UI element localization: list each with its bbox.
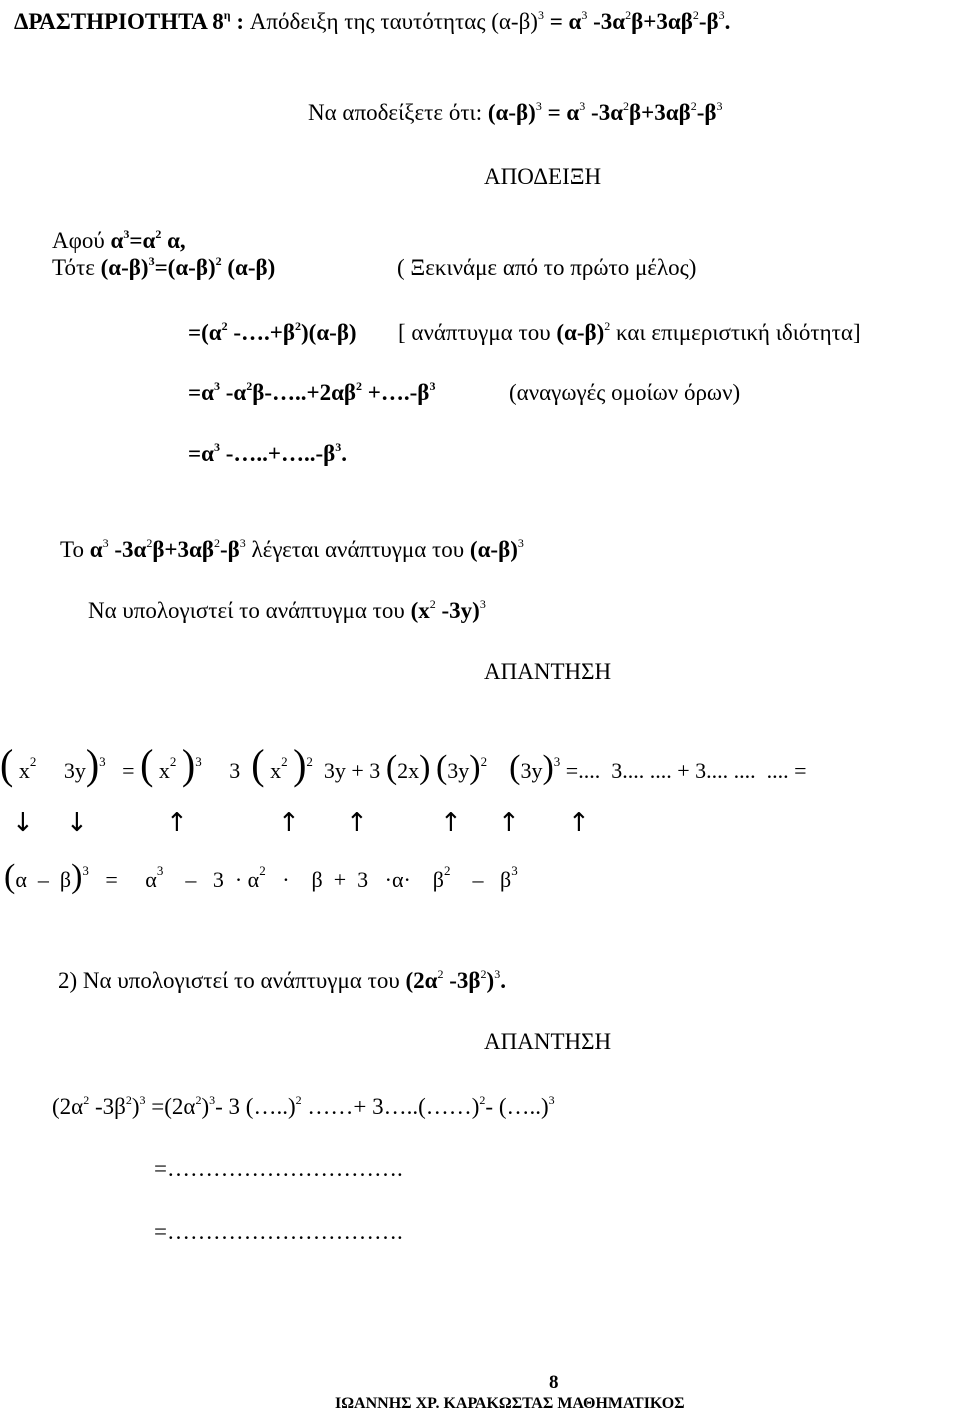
proof-note-1: ( Ξεκινάμε από το πρώτο μέλος) bbox=[397, 255, 697, 280]
activity-label: ΔΡΑΣΤΗΡΙΟΤΗΤΑ 8 bbox=[14, 9, 224, 34]
expansion-statement: Το $\alpha^3$ $-3\alpha^2\beta+3\alpha\beta^2-\beta^3$ λέγεται ανάπτυγμα του $(\alpha-\beta)^3$ bbox=[60, 536, 524, 562]
exercise-2-line-1: ($2\alpha^2$ $-3\beta^2)^3 =(2\alpha^2)^3-$ 3 (…..)$^2$ ……+ 3…..(……)$^2$- (…..)$^3$ bbox=[52, 1093, 555, 1119]
proof-step-4: $=\alpha^3$ $-\dots..+\dots..-\beta^3$. bbox=[188, 440, 347, 466]
down-arrow-icon: ↓ bbox=[66, 808, 88, 838]
activity-title: ΔΡΑΣΤΗΡΙΟΤΗΤΑ $8^\eta$ : Απόδειξη της ταυτότητας $(\alpha-\beta)^3 = \alpha^3$ $-3\alpha^2\beta+3\alpha\beta^2-\beta^3$. bbox=[14, 8, 731, 34]
up-arrow-icon: ↑ bbox=[346, 808, 368, 838]
proof-note-2: [ ανάπτυγμα του $(\alpha-\beta)^2$ και επιμεριστική ιδιότητα] bbox=[398, 319, 861, 345]
equation-xy-row: ( $x^2$ 3y)$^3$ = ( $x^2$ )$^3$ 3 ( $x^2$ )$^2$ 3y + 3 (2x) $(3y)^2$ $(3y)^3$ =.... 3.... .... + 3.... .... .... = bbox=[0, 740, 807, 789]
proof-heading: ΑΠΟΔΕΙΞΗ bbox=[484, 164, 602, 189]
exercise-1-answer-heading: ΑΠΑΝΤΗΣΗ bbox=[484, 659, 612, 684]
exercise-1-text: Να υπολογιστεί το ανάπτυγμα του ($x^2$ -3y)$^3$ bbox=[88, 597, 486, 623]
up-arrow-icon: ↑ bbox=[498, 808, 520, 838]
page-number: 8 bbox=[549, 1372, 559, 1393]
exercise-2-line-2: =…………………………. bbox=[154, 1156, 403, 1181]
footer-author: ΙΩΑΝΝΗΣ ΧΡ. ΚΑΡΑΚΩΣΤΑΣ ΜΑΘΗΜΑΤΙΚΟΣ bbox=[335, 1395, 685, 1412]
exercise-2-answer-heading: ΑΠΑΝΤΗΣΗ bbox=[484, 1029, 612, 1054]
up-arrow-icon: ↑ bbox=[568, 808, 590, 838]
equation-alpha-beta-row: (α – β)$^3$ = $\alpha^3$ – $3 \cdot \alpha^2$ · β + 3 ·α· $\beta^2$ – $\beta^3$ bbox=[4, 858, 518, 895]
proof-step-3: $=\alpha^3$ $-\alpha^2\beta-\dots..+2\alpha\beta^2$ $+\dots.-\beta^3$ bbox=[188, 379, 436, 405]
exercise-2-text: 2) Να υπολογιστεί το ανάπτυγμα του ($2\alpha^2$ $-3\beta^2)^3$. bbox=[58, 967, 506, 993]
up-arrow-icon: ↑ bbox=[278, 808, 300, 838]
prove-statement: Να αποδείξετε ότι: $(\alpha-\beta)^3 = \alpha^3$ $-3\alpha^2\beta+3\alpha\beta^2-\beta^3$ bbox=[308, 99, 723, 125]
proof-step-2: $=(\alpha^2$ $-\dots.+\beta^2)(\alpha-\beta)$ bbox=[188, 319, 357, 345]
proof-then-line: Τότε $(\alpha-\beta)^3=(\alpha-\beta)^2$ (α-β) bbox=[52, 254, 276, 280]
down-arrow-icon: ↓ bbox=[12, 808, 34, 838]
exercise-2-line-3: =…………………………. bbox=[154, 1219, 403, 1244]
proof-note-3: (αναγωγές ομοίων όρων) bbox=[509, 380, 741, 405]
proof-since-line: Αφού $\alpha^3=\alpha^2$ α, bbox=[52, 227, 186, 253]
up-arrow-icon: ↑ bbox=[166, 808, 188, 838]
up-arrow-icon: ↑ bbox=[440, 808, 462, 838]
